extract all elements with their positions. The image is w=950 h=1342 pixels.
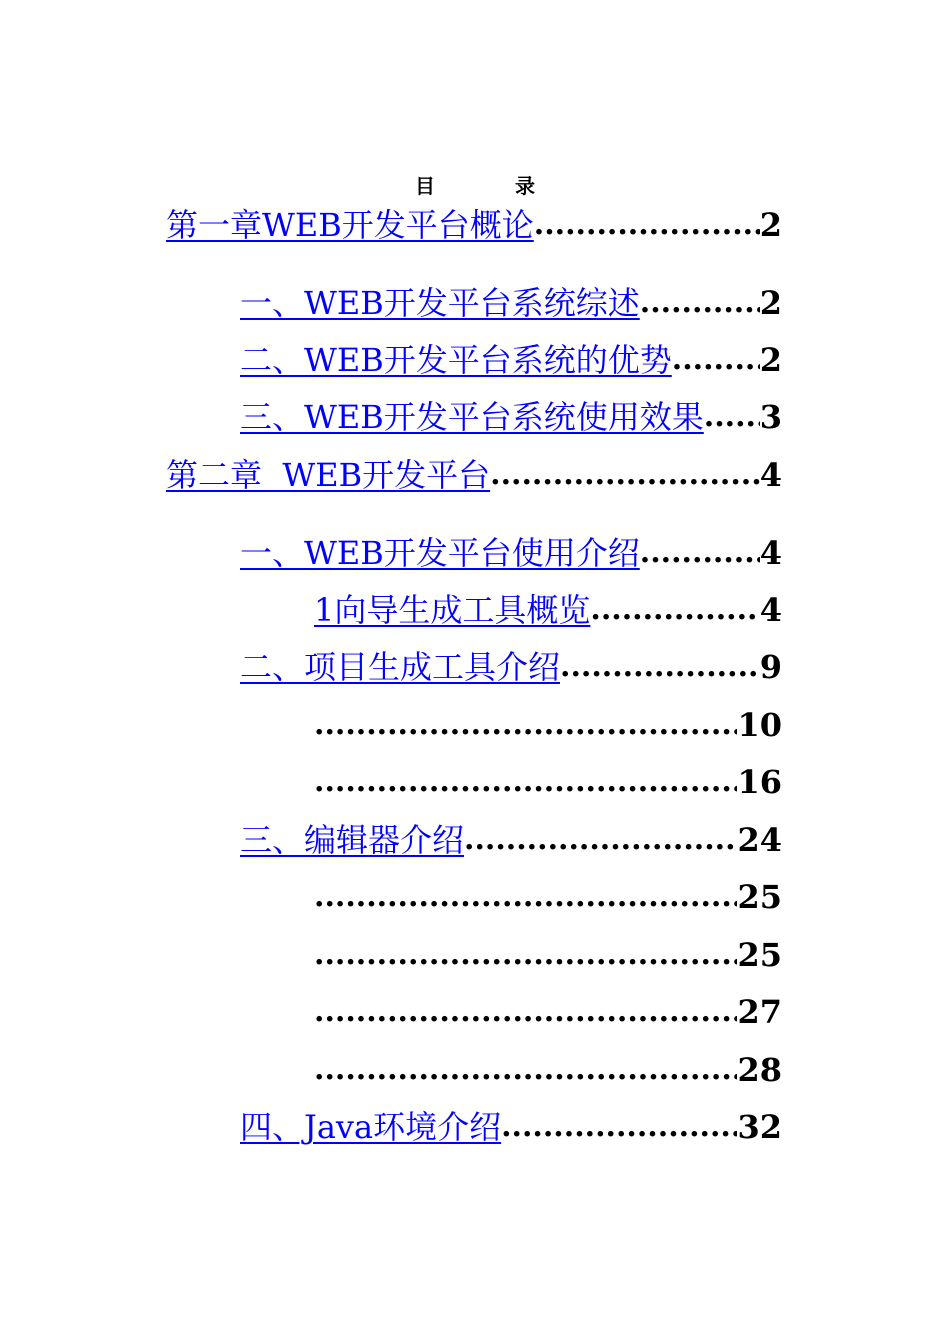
toc-page-number: 16 (737, 763, 782, 801)
toc-heading: 目 录 (415, 174, 565, 198)
dot-leader (590, 590, 759, 630)
toc-entry-link[interactable]: 第一章WEB开发平台概论 (166, 206, 534, 244)
toc-entry-untitled[interactable] (314, 992, 782, 1032)
toc-page-number: 28 (737, 1051, 782, 1089)
toc-entry-section-1-2[interactable] (240, 340, 782, 380)
toc-page-number: 4 (759, 456, 782, 494)
dot-leader (560, 647, 760, 687)
toc-entry-link[interactable]: 1向导生成工具概览 (314, 591, 591, 629)
dot-leader (314, 705, 737, 745)
toc-entry-untitled[interactable] (314, 1050, 782, 1090)
toc-entry-link[interactable]: 第二章 WEB开发平台 (166, 456, 491, 494)
toc-entry-untitled[interactable] (314, 877, 782, 917)
toc-entry-section-2-1[interactable] (240, 533, 782, 573)
toc-page-number: 24 (737, 821, 782, 859)
toc-page-number: 2 (759, 206, 782, 244)
toc-entry-untitled[interactable] (314, 935, 782, 975)
dot-leader (314, 992, 737, 1032)
dot-leader (314, 1050, 737, 1090)
dot-leader (672, 340, 760, 380)
toc-entry-chapter-1[interactable] (166, 205, 782, 245)
dot-leader (464, 820, 737, 860)
toc-page-number: 25 (737, 936, 782, 974)
toc-page-number: 9 (759, 648, 782, 686)
dot-leader (314, 762, 737, 802)
toc-page-number: 4 (759, 591, 782, 629)
toc-entry-section-1-1[interactable] (240, 283, 782, 323)
dot-leader (534, 205, 760, 245)
toc-page-number: 3 (759, 398, 782, 436)
toc-entry-link[interactable]: 一、WEB开发平台系统综述 (240, 284, 640, 322)
dot-leader (704, 397, 760, 437)
toc-entry-section-1-3[interactable] (240, 397, 782, 437)
toc-page-number: 32 (737, 1108, 782, 1146)
dot-leader (314, 877, 737, 917)
dot-leader (640, 533, 760, 573)
toc-entry-link[interactable]: 一、WEB开发平台使用介绍 (240, 534, 640, 572)
toc-entry-section-2-3[interactable] (240, 820, 782, 860)
toc-entry-link[interactable]: 二、WEB开发平台系统的优势 (240, 341, 672, 379)
toc-entry-section-2-2[interactable] (240, 647, 782, 687)
toc-page-number: 25 (737, 878, 782, 916)
toc-page-number: 2 (759, 341, 782, 379)
toc-entry-link[interactable]: 三、WEB开发平台系统使用效果 (240, 398, 704, 436)
toc-page-number: 10 (737, 706, 782, 744)
toc-entry-chapter-2[interactable] (166, 455, 782, 495)
toc-entry-subsection-2-1-1[interactable] (314, 590, 782, 630)
dot-leader (640, 283, 760, 323)
toc-entry-section-2-4[interactable] (240, 1107, 782, 1147)
dot-leader (490, 455, 760, 495)
dot-leader (314, 935, 737, 975)
toc-page-number: 4 (759, 534, 782, 572)
toc-entry-untitled[interactable] (314, 705, 782, 745)
toc-entry-link[interactable]: 三、编辑器介绍 (240, 821, 465, 859)
toc-page-number: 2 (759, 284, 782, 322)
toc-page-number: 27 (737, 993, 782, 1031)
toc-entry-untitled[interactable] (314, 762, 782, 802)
toc-entry-link[interactable]: 四、Java环境介绍 (240, 1108, 502, 1146)
dot-leader (501, 1107, 737, 1147)
toc-entry-link[interactable]: 二、项目生成工具介绍 (240, 648, 561, 686)
